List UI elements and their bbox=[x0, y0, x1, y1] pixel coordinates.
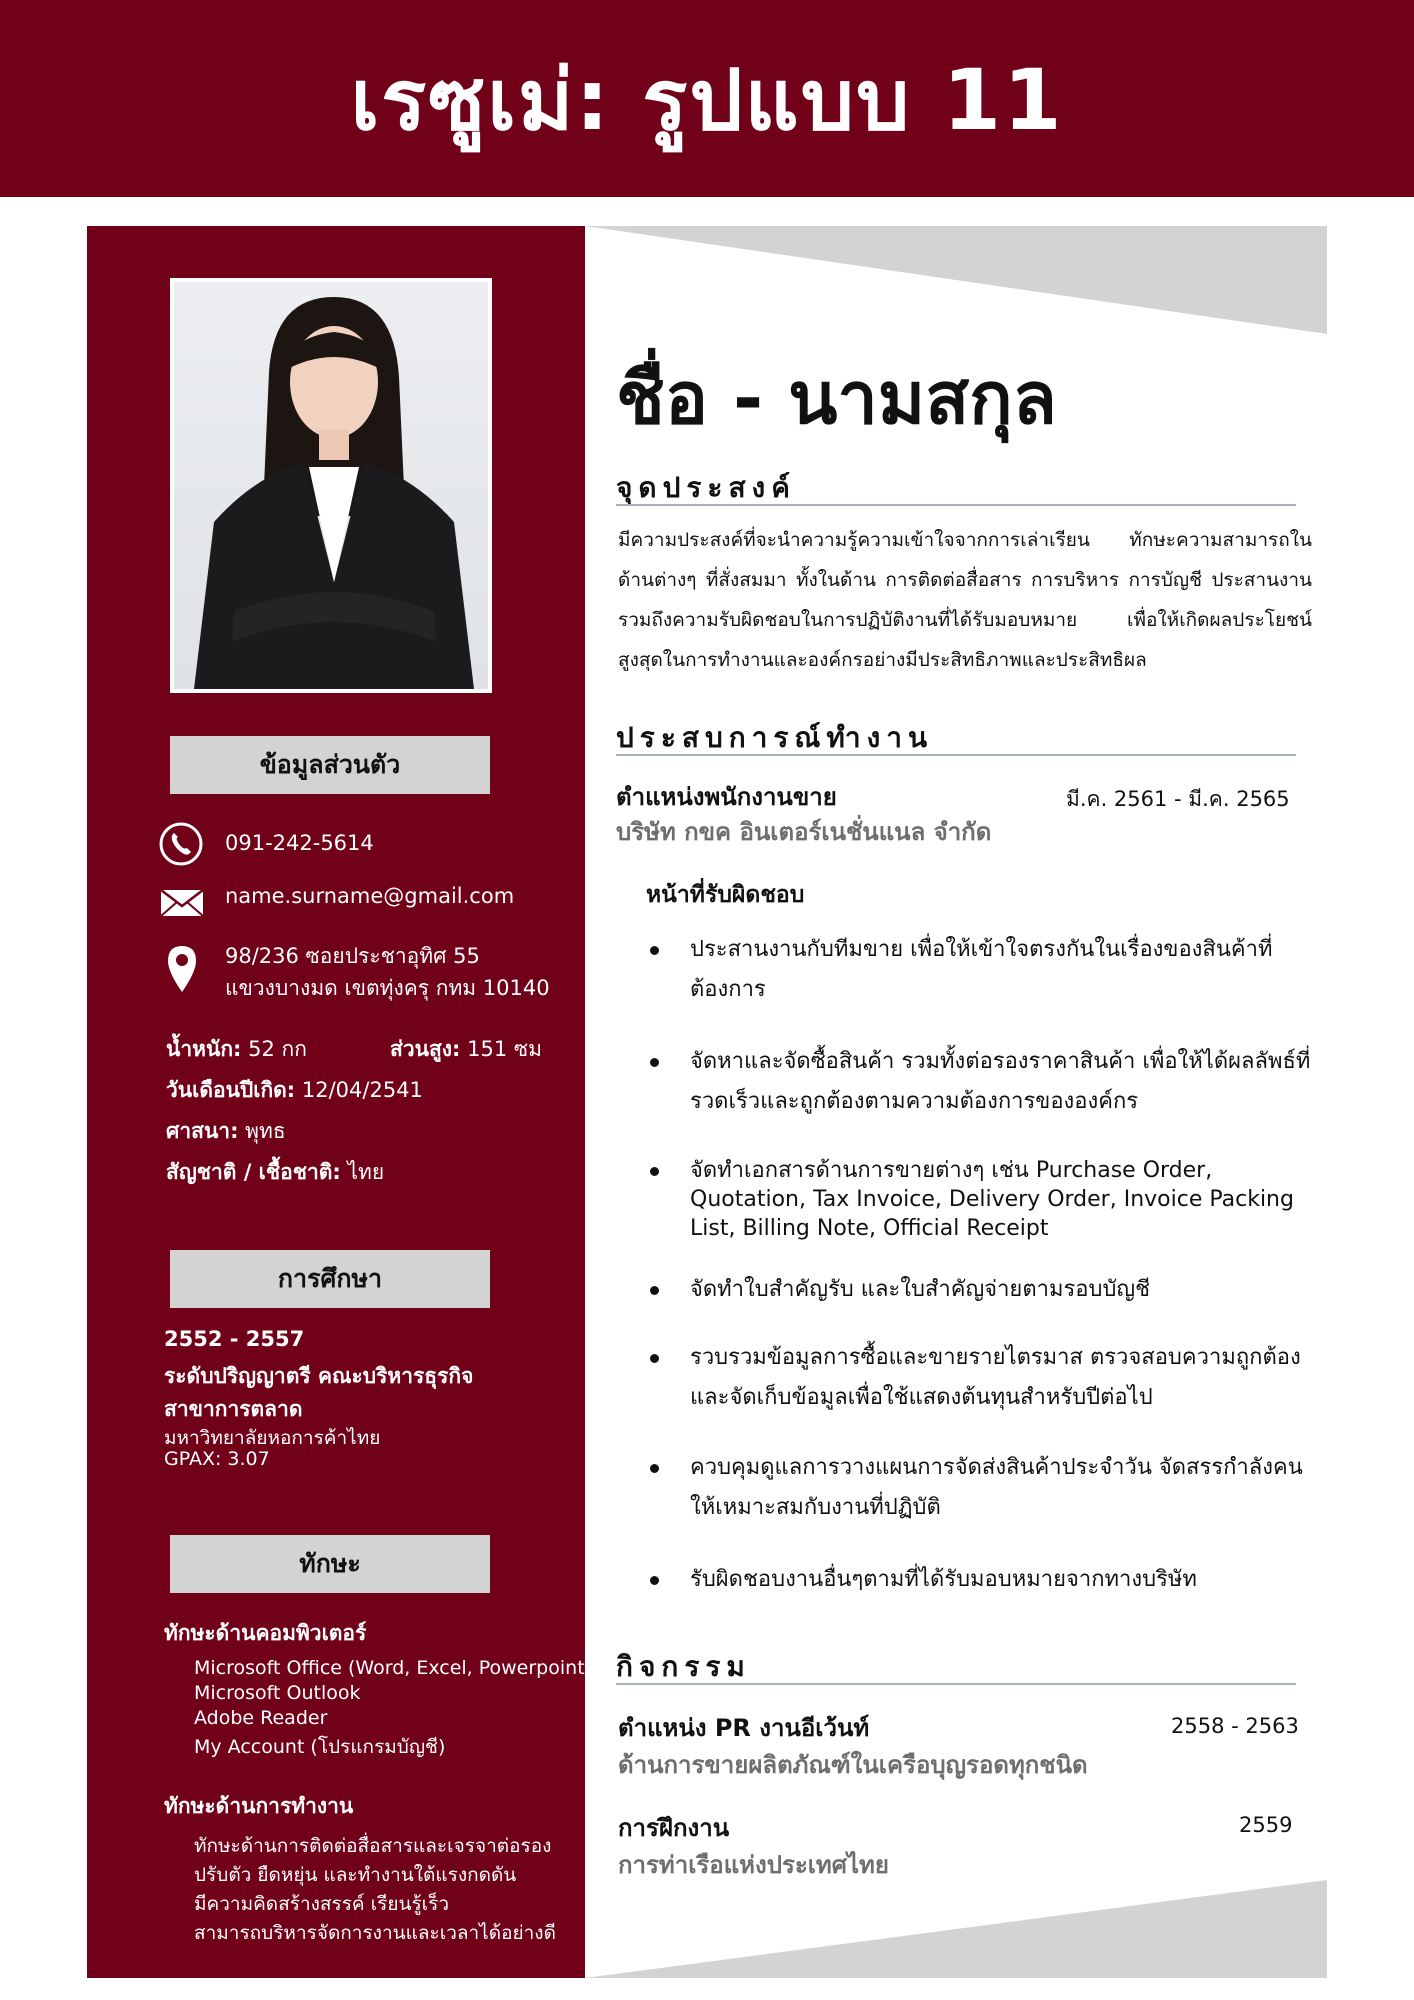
education-degree: ระดับปริญญาตรี คณะบริหารธุรกิจ bbox=[164, 1364, 474, 1388]
skill-item: Microsoft Outlook bbox=[194, 1682, 361, 1704]
work-skills-title: ทักษะด้านการทำงาน bbox=[164, 1794, 354, 1818]
list-item: จัดทำเอกสารด้านการขายต่างๆ เช่น Purchase Order, Quotation, Tax Invoice, Delivery Order, Invoice Packing List, Billing Note, Official Receipt bbox=[654, 1156, 1314, 1243]
job-company: บริษัท กขค อินเตอร์เนชั่นแนล จำกัด bbox=[616, 818, 992, 846]
experience-title: ประสบการณ์ทำงาน bbox=[616, 721, 934, 754]
education-gpa: GPAX: 3.07 bbox=[164, 1448, 270, 1470]
work-skills-list bbox=[194, 1832, 556, 1948]
skills-heading: ทักษะ bbox=[170, 1535, 490, 1593]
education-major: สาขาการตลาด bbox=[164, 1397, 303, 1421]
profile-photo-frame bbox=[170, 278, 492, 693]
list-item: รับผิดชอบงานอื่นๆตามที่ได้รับมอบหมายจากทางบริษัท bbox=[654, 1560, 1314, 1600]
top-decor-shape bbox=[585, 226, 1327, 334]
list-item: ควบคุมดูแลการวางแผนการจัดส่งสินค้าประจำวัน จัดสรรกำลังคนให้เหมาะสมกับงานที่ปฏิบัติ bbox=[654, 1448, 1314, 1528]
list-item: จัดทำใบสำคัญรับ และใบสำคัญจ่ายตามรอบบัญชี bbox=[654, 1270, 1314, 1310]
activities-divider bbox=[616, 1683, 1296, 1685]
personal-info-heading: ข้อมูลส่วนตัว bbox=[170, 736, 490, 794]
bullet-icon bbox=[650, 946, 659, 955]
activity-dates: 2558 - 2563 bbox=[1171, 1714, 1299, 1738]
job-dates: มี.ค. 2561 - มี.ค. 2565 bbox=[1066, 787, 1290, 811]
list-item: รวบรวมข้อมูลการซื้อและขายรายไตรมาส ตรวจสอบความถูกต้อง และจัดเก็บข้อมูลเพื่อใช้แสดงต้นทุนสำหรับปีต่อไป bbox=[654, 1338, 1314, 1418]
person-illustration bbox=[174, 282, 488, 689]
bullet-icon bbox=[650, 1058, 659, 1067]
activities-title: กิจกรรม bbox=[616, 1650, 751, 1683]
responsibility-title: หน้าที่รับผิดชอบ bbox=[646, 882, 805, 908]
skill-item: ปรับตัว ยืดหยุ่น และทำงานใต้แรงกดดัน bbox=[194, 1864, 517, 1886]
birth-row bbox=[166, 1074, 423, 1107]
weight-label: น้ำหนัก: bbox=[166, 1037, 242, 1061]
bullet-icon bbox=[650, 1576, 659, 1585]
bottom-decor-shape bbox=[585, 1880, 1327, 1978]
profile-photo bbox=[174, 282, 488, 689]
nationality-label: สัญชาติ / เชื้อชาติ: bbox=[166, 1160, 341, 1184]
religion-value: พุทธ bbox=[238, 1119, 286, 1143]
skill-item: My Account (โปรแกรมบัญชี) bbox=[194, 1736, 446, 1758]
skill-item: ทักษะด้านการติดต่อสื่อสารและเจรจาต่อรอง bbox=[194, 1835, 552, 1857]
education-school: มหาวิทยาลัยหอการค้าไทย bbox=[164, 1427, 381, 1449]
job-title: ตำแหน่งพนักงานขาย bbox=[616, 783, 837, 811]
experience-divider bbox=[616, 754, 1296, 756]
computer-skills-title: ทักษะด้านคอมพิวเตอร์ bbox=[164, 1621, 367, 1645]
header-banner bbox=[0, 0, 1414, 197]
education-heading: การศึกษา bbox=[170, 1250, 490, 1308]
list-item: จัดหาและจัดซื้อสินค้า รวมทั้งต่อรองราคาสินค้า เพื่อให้ได้ผลลัพธ์ที่รวดเร็วและถูกต้องตามความต้องการขององค์กร bbox=[654, 1042, 1314, 1122]
weight-value: 52 กก bbox=[241, 1037, 307, 1061]
phone-number: 091-242-5614 bbox=[225, 831, 374, 855]
religion-row bbox=[166, 1115, 286, 1148]
address-line-2: แขวงบางมด เขตทุ่งครุ กทม 10140 bbox=[225, 976, 550, 1000]
religion-label: ศาสนา: bbox=[166, 1119, 239, 1143]
weight-row bbox=[166, 1033, 307, 1066]
skill-item: Microsoft Office (Word, Excel, Powerpoint) bbox=[194, 1657, 593, 1679]
activity-title: ตำแหน่ง PR งานอีเว้นท์ bbox=[618, 1714, 870, 1742]
birth-value: 12/04/2541 bbox=[295, 1078, 423, 1102]
candidate-name: ชื่อ - นามสกุล bbox=[616, 356, 1057, 440]
skill-item: สามารถบริหารจัดการงานและเวลาได้อย่างดี bbox=[194, 1922, 556, 1944]
bullet-icon bbox=[650, 1354, 659, 1363]
list-item: ประสานงานกับทีมขาย เพื่อให้เข้าใจตรงกันในเรื่องของสินค้าที่ต้องการ bbox=[654, 930, 1314, 1010]
height-label: ส่วนสูง: bbox=[390, 1037, 461, 1061]
email-icon bbox=[159, 888, 205, 918]
activity-dates: 2559 bbox=[1239, 1813, 1293, 1837]
bullet-icon bbox=[650, 1167, 659, 1176]
page-title: เรซูเม่: รูปแบบ 11 bbox=[350, 50, 1064, 149]
phone-icon bbox=[158, 821, 204, 867]
activity-detail: การท่าเรือแห่งประเทศไทย bbox=[618, 1851, 889, 1879]
location-pin-icon bbox=[166, 944, 198, 994]
height-value: 151 ซม bbox=[460, 1037, 542, 1061]
education-years: 2552 - 2557 bbox=[164, 1327, 305, 1351]
objective-title: จุดประสงค์ bbox=[616, 471, 796, 504]
objective-text: มีความประสงค์ที่จะนำความรู้ความเข้าใจจากการเล่าเรียน ทักษะความสามารถในด้านต่างๆ ที่สั่งสมมา ทั้งในด้าน การติดต่อสื่อสาร การบริหาร การบัญชี ประสานงาน รวมถึงความรับผิดชอบในการปฏิบัติงานที่ได้รับมอบหมาย เพื่อให้เกิดผลประโยชน์สูงสุดในการทำงานและองค์กรอย่างมีประสิทธิภาพและประสิทธิผล bbox=[618, 529, 1312, 671]
computer-skills-list bbox=[194, 1656, 592, 1760]
bullet-icon bbox=[650, 1286, 659, 1295]
bullet-icon bbox=[650, 1464, 659, 1473]
birth-label: วันเดือนปีเกิด: bbox=[166, 1078, 296, 1102]
activity-title: การฝึกงาน bbox=[618, 1814, 730, 1842]
height-row bbox=[390, 1033, 542, 1066]
address-line-1: 98/236 ซอยประชาอุทิศ 55 bbox=[225, 944, 480, 968]
activity-detail: ด้านการขายผลิตภัณฑ์ในเครือบุญรอดทุกชนิด bbox=[618, 1751, 1088, 1779]
skill-item: มีความคิดสร้างสรรค์ เรียนรู้เร็ว bbox=[194, 1893, 450, 1915]
nationality-value: ไทย bbox=[340, 1160, 385, 1184]
nationality-row bbox=[166, 1156, 384, 1189]
skill-item: Adobe Reader bbox=[194, 1707, 328, 1729]
objective-divider bbox=[616, 504, 1296, 506]
email-address: name.surname@gmail.com bbox=[225, 884, 515, 908]
